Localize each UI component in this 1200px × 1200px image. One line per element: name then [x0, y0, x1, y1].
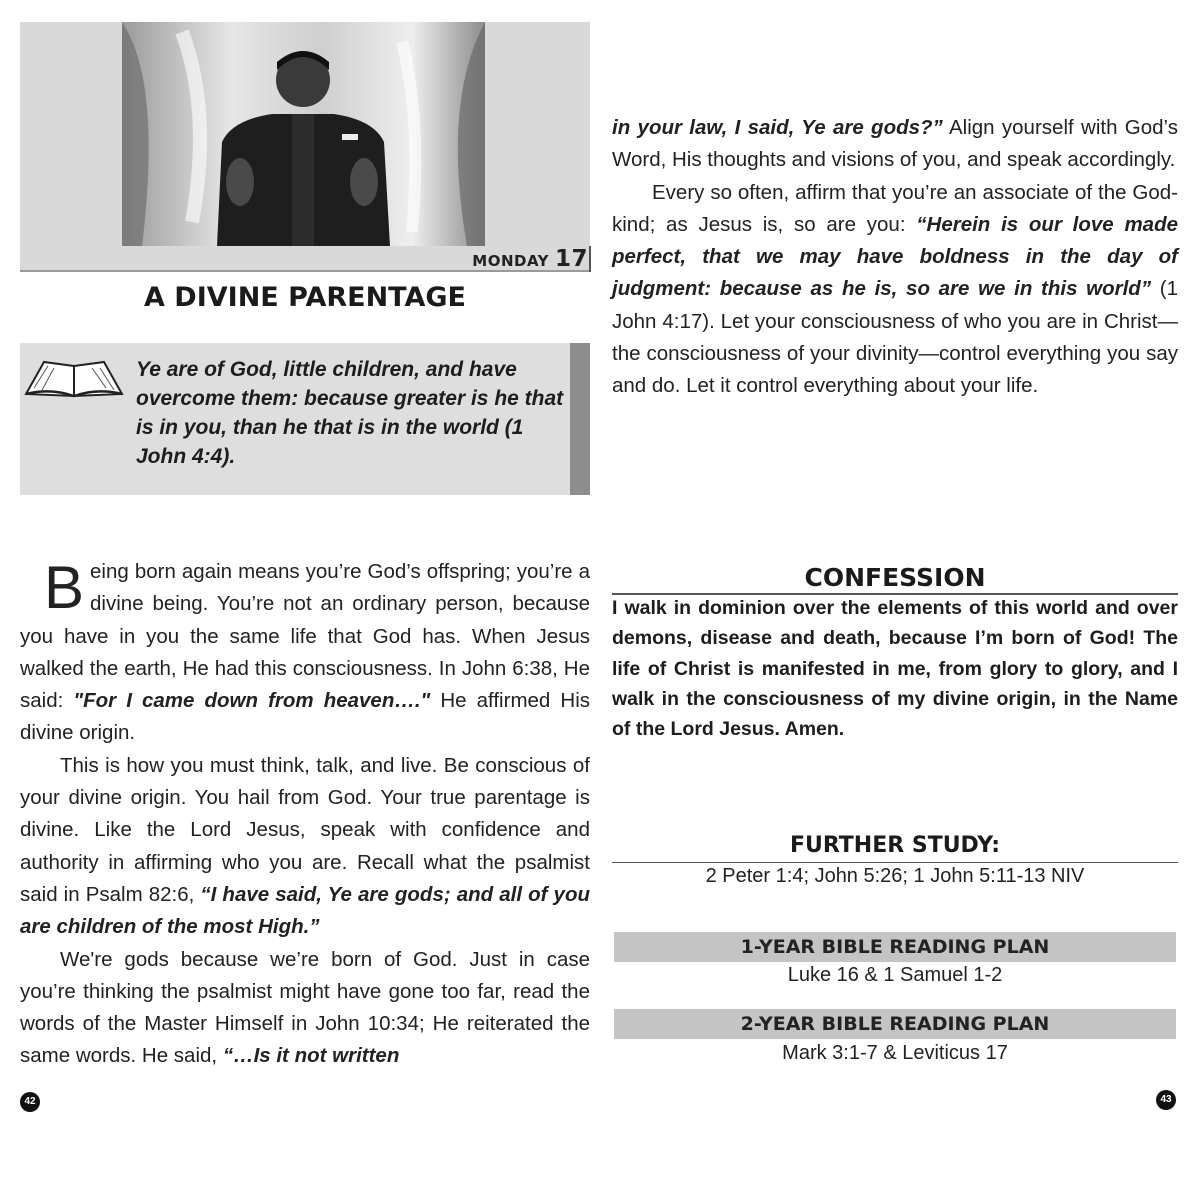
paragraph-5-end: (1 John 4:17). Let your consciousness of who you are in Christ—the consciousness of your divinity—control everything you say and do. Let it control everything about your life.	[612, 277, 1178, 398]
page-number-left: 42	[20, 1092, 40, 1112]
scripture-accent-bar	[570, 343, 590, 495]
paragraph-5	[612, 177, 1178, 403]
paragraph-2-text: This is how you must think, talk, and live. Be conscious of your divine origin. You hail from God. Your true parentage is divine. Like the Lord Jesus, speak with confidence and authority in affirming who you are. Recall what the psalmist said in Psalm 82:6,	[20, 753, 590, 906]
scripture-text: Ye are of God, little children, and have overcome them: because greater is he that is in you, than he that is in the world (1 John 4:4).	[136, 358, 564, 468]
further-study-heading: FURTHER STUDY:	[789, 833, 1001, 858]
paragraph-4-text: Align yourself with God’s Word, His thoughts and visions of you, and speak accordingly.	[612, 116, 1178, 172]
confession-heading: CONFESSION	[804, 563, 986, 592]
page-title: A DIVINE PARENTAGE	[144, 282, 466, 313]
day-label: MONDAY	[472, 252, 549, 270]
date-label	[472, 246, 588, 272]
paragraph-3-text: We're gods because we’re born of God. Just in case you’re thinking the psalmist might have gone too far, read the words of the Master Himself in John 10:34; He reiterated the same words. He said,	[20, 947, 590, 1068]
devotional-body-left	[20, 556, 590, 1073]
one-year-plan-heading: 1-YEAR BIBLE READING PLAN	[614, 932, 1176, 962]
paragraph-2	[20, 750, 590, 944]
paragraph-3	[20, 944, 590, 1073]
paragraph-5-text: Every so often, affirm that you’re an associate of the God-kind; as Jesus is, so are you:	[612, 180, 1178, 236]
paragraph-5-quote: “Herein is our love made perfect, that we may have boldness in the day of judgment: because as he is, so are we in this world”	[612, 212, 1178, 301]
paragraph-1	[20, 556, 590, 750]
paragraph-2-quote: “I have said, Ye are gods; and all of you are children of the most High.”	[20, 882, 590, 939]
paragraph-3-quote: “…Is it not written	[222, 1044, 400, 1068]
further-study-divider	[612, 862, 1178, 863]
further-study-references: 2 Peter 1:4; John 5:26; 1 John 5:11-13 NIV	[705, 865, 1085, 887]
paragraph-1-text: eing born again means you’re God’s offspring; you’re a divine being. You’re not an ordinary person, because you have in you the same life that God has. When Jesus walked the earth, He had this consciousness. In John 6:38, He said:	[20, 560, 590, 713]
two-year-plan-text: Mark 3:1-7 & Leviticus 17	[782, 1042, 1008, 1064]
drop-cap: B	[44, 554, 85, 621]
one-year-plan-text: Luke 16 & 1 Samuel 1-2	[787, 964, 1003, 986]
two-year-plan-heading: 2-YEAR BIBLE READING PLAN	[614, 1009, 1176, 1039]
portrait-photo	[122, 22, 485, 246]
date-number: 17	[554, 246, 588, 272]
open-book-icon	[22, 354, 126, 405]
paragraph-4-quote: in your law, I said, Ye are gods?”	[612, 116, 943, 139]
paragraph-1-end: He affirmed His divine origin.	[20, 689, 591, 745]
paragraph-1-quote: "For I came down from heaven…."	[73, 689, 431, 713]
confession-text: I walk in dominion over the elements of this world and over demons, disease and death, because I’m born of God! The life of Christ is manifested in me, from glory to glory, and I walk in the consciousness of my divine origin, in the Name of the Lord Jesus. Amen.	[612, 597, 1178, 741]
page-number-right: 43	[1156, 1090, 1176, 1110]
paragraph-4	[612, 112, 1178, 177]
devotional-body-right	[612, 112, 1178, 403]
date-tick	[589, 246, 591, 272]
